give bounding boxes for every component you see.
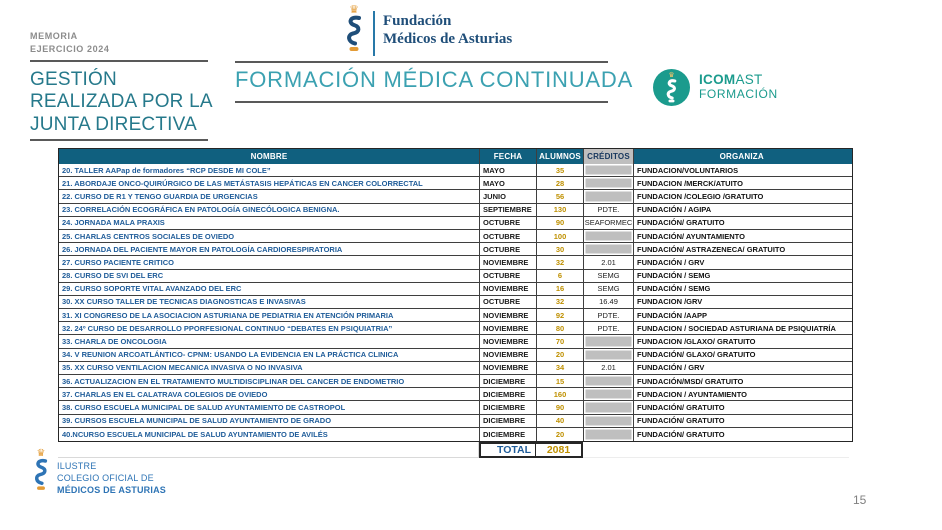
cell-organiza: FUNDACIÓN /AAPP [637, 310, 708, 320]
table-row [59, 375, 852, 388]
cell-fecha: OCTUBRE [480, 296, 537, 308]
cell-creditos [584, 230, 634, 242]
cell-nombre: 35. XX CURSO VENTILACION MECANICA INVASIVA O NO INVASIVA [59, 362, 480, 374]
cell-organiza: FUNDACION /COLEGIO /GRATUITO [637, 191, 764, 201]
cell-creditos: SEMG [584, 270, 634, 282]
cell-nombre: 23. CORRELACIÓN ECOGRÁFICA EN PATOLOGÍA GINECÓLOGICA BENIGNA. [59, 204, 480, 216]
cell-creditos [584, 349, 634, 361]
college-line3: MÉDICOS DE ASTURIAS [57, 485, 166, 496]
cell-fecha: NOVIEMBRE [480, 283, 537, 295]
table-row [59, 190, 852, 203]
cell-nombre: 21. ABORDAJE ONCO-QUIRÚRGICO DE LAS METÁSTASIS HEPÁTICAS EN CANCER COLORRECTAL [59, 177, 480, 189]
column-header-creditos: CRÉDITOS [584, 149, 634, 164]
snake-staff-icon [666, 79, 677, 103]
cell-alumnos: 56 [537, 190, 584, 202]
table-row [59, 217, 852, 230]
cell-alumnos: 92 [537, 309, 584, 321]
page-title: FORMACIÓN MÉDICA CONTINUADA [235, 67, 634, 92]
cell-alumnos: 90 [537, 401, 584, 413]
cell-creditos: 2.01 [584, 256, 634, 268]
table-row [59, 243, 852, 256]
table-body [59, 164, 852, 441]
cell-organiza: FUNDACIÓN/ GRATUITO [637, 429, 725, 439]
cell-organiza: FUNDACION /GRV [637, 297, 703, 307]
cell-fecha: MAYO [480, 164, 537, 176]
divider-line [30, 139, 208, 141]
cell-nombre: 25. CHARLAS CENTROS SOCIALES DE OVIEDO [59, 230, 480, 242]
cell-fecha: NOVIEMBRE [480, 256, 537, 268]
cell-creditos: SEMG [584, 283, 634, 295]
cell-creditos [584, 164, 634, 176]
cell-fecha: DICIEMBRE [480, 415, 537, 427]
cell-nombre: 27. CURSO PACIENTE CRITICO [59, 256, 480, 268]
page-number: 15 [853, 493, 867, 507]
cell-organiza: FUNDACIÓN/ GRATUITO [637, 416, 725, 426]
cell-creditos: PDTE. [584, 309, 634, 321]
memoria-label [30, 30, 109, 56]
cell-fecha: OCTUBRE [480, 230, 537, 242]
cell-organiza: FUNDACIÓN / SEMG [637, 271, 711, 281]
college-line2: COLEGIO OFICIAL DE [57, 473, 154, 484]
cell-fecha: OCTUBRE [480, 270, 537, 282]
cell-alumnos: 32 [537, 296, 584, 308]
snake-staff-icon [346, 15, 362, 53]
cell-alumnos: 160 [537, 388, 584, 400]
cell-fecha: JUNIO [480, 190, 537, 202]
icomast-circle-icon [653, 69, 690, 106]
cell-nombre: 22. CURSO DE R1 Y TENGO GUARDIA DE URGENCIAS [59, 190, 480, 202]
cell-organiza: FUNDACION/VOLUNTARIOS [637, 165, 739, 175]
cell-alumnos: 28 [537, 177, 584, 189]
cell-nombre: 36. ACTUALIZACION EN EL TRATAMIENTO MULTIDISCIPLINAR DEL CANCER DE ENDOMETRIO [59, 375, 480, 387]
cell-organiza: FUNDACIÓN / GRV [637, 257, 705, 267]
crown-icon: ♛ [36, 448, 46, 459]
cell-creditos: SEAFORMEC [584, 218, 633, 228]
cell-creditos [584, 375, 634, 387]
foundation-name-line1: Fundación [383, 13, 452, 29]
cell-organiza: FUNDACIÓN/ AYUNTAMIENTO [637, 231, 745, 241]
icomast-subtitle: FORMACIÓN [699, 87, 778, 102]
cell-alumnos: 40 [537, 415, 584, 427]
cell-organiza: FUNDACION /MERCK/ATUITO [637, 178, 743, 188]
cell-fecha: DICIEMBRE [480, 375, 537, 387]
table-row [59, 322, 852, 335]
cell-creditos: 2.01 [584, 362, 634, 374]
icomast-logo-text [699, 73, 778, 101]
table-header-row [59, 149, 852, 164]
cell-alumnos: 20 [537, 349, 584, 361]
cell-creditos [584, 335, 634, 347]
cell-organiza: FUNDACIÓN / AGIPA [637, 205, 712, 215]
cell-fecha: OCTUBRE [480, 243, 537, 255]
cell-fecha: DICIEMBRE [480, 388, 537, 400]
cell-organiza: FUNDACION /GLAXO/ GRATUITO [637, 337, 756, 347]
cell-creditos: PDTE. [584, 204, 634, 216]
cell-nombre: 37. CHARLAS EN EL CALATRAVA COLEGIOS DE OVIEDO [59, 388, 480, 400]
section-title: GESTIÓN REALIZADA POR LA JUNTA DIRECTIVA [30, 69, 212, 135]
caduceus-icon [34, 449, 48, 492]
cell-organiza: FUNDACIÓN/ GRATUITO [637, 218, 725, 228]
cell-creditos: 16.49 [584, 296, 634, 308]
column-header-fecha: FECHA [480, 149, 537, 164]
courses-table-main [58, 148, 853, 442]
cell-organiza: FUNDACION / AYUNTAMIENTO [637, 389, 748, 399]
cell-fecha: DICIEMBRE [480, 401, 537, 413]
college-logo-text [57, 460, 166, 496]
cell-fecha: NOVIEMBRE [480, 309, 537, 321]
foundation-logo [346, 5, 362, 53]
cell-organiza: FUNDACIÓN/ GLAXO/ GRATUITO [637, 350, 756, 360]
cell-nombre: 38. CURSO ESCUELA MUNICIPAL DE SALUD AYUNTAMIENTO DE CASTROPOL [59, 401, 480, 413]
cell-organiza: FUNDACIÓN / GRV [637, 363, 705, 373]
cell-creditos [584, 190, 634, 202]
cell-fecha: DICIEMBRE [480, 428, 537, 441]
cell-organiza: FUNDACIÓN/MSD/ GRATUITO [637, 376, 744, 386]
cell-organiza: FUNDACIÓN / SEMG [637, 284, 711, 294]
table-row [59, 283, 852, 296]
cell-nombre: 28. CURSO DE SVI DEL ERC [59, 270, 480, 282]
table-row [59, 349, 852, 362]
cell-nombre: 29. CURSO SOPORTE VITAL AVANZADO DEL ERC [59, 283, 480, 295]
cell-alumnos: 32 [537, 256, 584, 268]
cell-organiza: FUNDACIÓN/ ASTRAZENECA/ GRATUITO [637, 244, 786, 254]
total-blank-cell [633, 442, 849, 458]
cell-nombre: 40.NCURSO ESCUELA MUNICIPAL DE SALUD AYUNTAMIENTO DE AVILÉS [59, 428, 480, 441]
table-row [59, 401, 852, 414]
cell-creditos [584, 177, 634, 189]
table-row [59, 388, 852, 401]
cell-fecha: NOVIEMBRE [480, 362, 537, 374]
cell-organiza: FUNDACION / SOCIEDAD ASTURIANA DE PSIQUIATRÍA [637, 323, 836, 333]
caduceus-icon [346, 5, 362, 53]
cell-creditos [584, 428, 634, 441]
cell-alumnos: 20 [537, 428, 584, 441]
cell-alumnos: 35 [537, 164, 584, 176]
cell-alumnos: 30 [537, 243, 584, 255]
table-row [59, 415, 852, 428]
column-header-nombre: NOMBRE [59, 149, 480, 164]
cell-fecha: OCTUBRE [480, 217, 537, 229]
cell-fecha: NOVIEMBRE [480, 335, 537, 347]
cell-fecha: NOVIEMBRE [480, 322, 537, 334]
table-row [59, 335, 852, 348]
icomast-name-rest: AST [735, 72, 763, 88]
foundation-name-line2: Médicos de Asturias [383, 30, 513, 47]
cell-nombre: 30. XX CURSO TALLER DE TECNICAS DIAGNOSTICAS E INVASIVAS [59, 296, 480, 308]
logo-separator [373, 11, 375, 56]
cell-creditos [584, 388, 634, 400]
cell-fecha: MAYO [480, 177, 537, 189]
cell-alumnos: 6 [537, 270, 584, 282]
cell-nombre: 31. XI CONGRESO DE LA ASOCIACION ASTURIANA DE PEDIATRIA EN ATENCIÓN PRIMARIA [59, 309, 480, 321]
cell-nombre: 39. CURSOS ESCUELA MUNICIPAL DE SALUD AYUNTAMIENTO DE GRADO [59, 415, 480, 427]
cell-nombre: 26. JORNADA DEL PACIENTE MAYOR EN PATOLOGÍA CARDIORESPIRATORIA [59, 243, 480, 255]
column-header-organiza: ORGANIZA [719, 152, 764, 161]
cell-creditos [584, 243, 634, 255]
cell-nombre: 33. CHARLA DE ONCOLOGIA [59, 335, 480, 347]
table-row [59, 256, 852, 269]
cell-alumnos: 15 [537, 375, 584, 387]
divider-line [30, 60, 208, 62]
table-row [59, 270, 852, 283]
cell-nombre: 20. TALLER AAPap de formadores “RCP DESDE MI COLE” [59, 164, 480, 176]
title-bottom-rule [235, 101, 608, 103]
table-row [59, 296, 852, 309]
table-row [59, 428, 852, 441]
snake-staff-icon [34, 458, 48, 492]
table-row [59, 230, 852, 243]
table-row [59, 362, 852, 375]
cell-alumnos: 16 [537, 283, 584, 295]
cell-fecha: SEPTIEMBRE [480, 204, 537, 216]
table-row [59, 164, 852, 177]
table-total-row [58, 442, 853, 458]
courses-table [58, 148, 853, 458]
title-top-rule [235, 61, 608, 63]
college-line1: ILUSTRE [57, 461, 97, 471]
crown-icon: ♛ [668, 71, 675, 80]
cell-creditos: PDTE. [584, 322, 634, 334]
cell-alumnos: 100 [537, 230, 584, 242]
cell-creditos [584, 415, 634, 427]
table-row [59, 177, 852, 190]
total-label: TOTAL [479, 442, 536, 458]
total-value: 2081 [536, 442, 583, 458]
cell-alumnos: 130 [537, 204, 584, 216]
column-header-alumnos: ALUMNOS [537, 149, 584, 164]
cell-fecha: NOVIEMBRE [480, 349, 537, 361]
icomast-name-bold: ICOM [699, 72, 736, 88]
table-row [59, 204, 852, 217]
cell-alumnos: 90 [537, 217, 584, 229]
cell-nombre: 24. JORNADA MALA PRAXIS [59, 217, 480, 229]
memoria-line2: EJERCICIO 2024 [30, 44, 110, 55]
memoria-line1: MEMORIA [30, 31, 78, 41]
college-logo [34, 449, 166, 496]
crown-icon: ♛ [349, 3, 359, 16]
cell-alumnos: 80 [537, 322, 584, 334]
cell-nombre: 34. V REUNION ARCOATLÁNTICO- CPNM: USANDO LA EVIDENCIA EN LA PRÁCTICA CLINICA [59, 349, 480, 361]
total-blank-cell [583, 442, 633, 458]
cell-alumnos: 70 [537, 335, 584, 347]
foundation-logo-text [383, 13, 512, 48]
table-row [59, 309, 852, 322]
cell-creditos [584, 401, 634, 413]
cell-alumnos: 34 [537, 362, 584, 374]
cell-nombre: 32. 24º CURSO DE DESARROLLO PPORFESIONAL CONTINUO “DEBATES EN PSIQUIATRIA” [59, 322, 480, 334]
icomast-logo [653, 69, 778, 106]
cell-organiza: FUNDACIÓN/ GRATUITO [637, 402, 725, 412]
